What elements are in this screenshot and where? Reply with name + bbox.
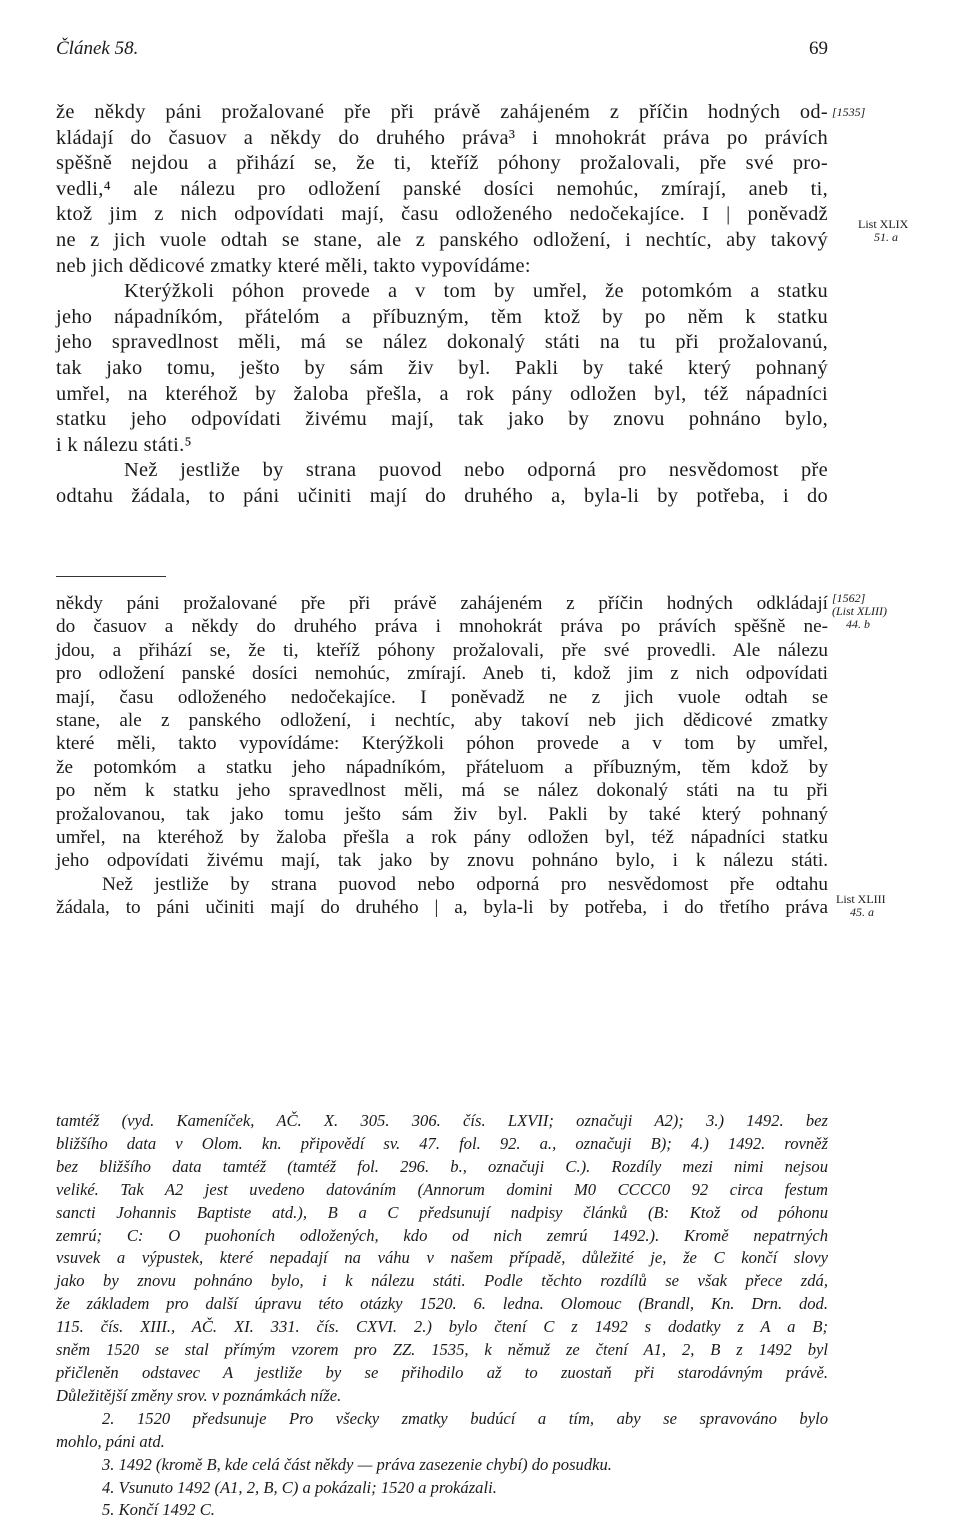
text-line: stane, ale z panského odložení, i nechtíc, aby takoví neb jich dědicové zmatky	[56, 710, 828, 732]
text-line: spěšně nejdou a přihází se, že ti, kteříž póhony prožalovali, pře své pro-	[56, 152, 828, 175]
text-line: vedli,⁴ ale nálezu pro odložení panské dosíci nemohúc, zmírají, aneb ti,	[56, 177, 828, 200]
text-line: Kterýžkoli póhon provede a v tom by umřel, že potomkóm a statku	[124, 280, 828, 303]
main-text-1535	[56, 100, 828, 510]
footnote-line: 115. čís. XIII., AČ. XI. 331. čís. CXVI. 2.) bylo čtení C z 1492 s dodatky z A a B;	[56, 1317, 828, 1337]
text-line: kládají do časuov a někdy do druhého práva³ i mnohokrát práva po právích	[56, 126, 828, 149]
footnote-line: sněm 1520 se stal přímým vzorem pro ZZ. 1535, k němuž ze čtení A1, 2, B z 1492 byl	[56, 1340, 828, 1360]
article-title: Článek 58.	[56, 38, 139, 59]
text-line: tak jako tomu, ješto by sám živ byl. Pakli by také který pohnaný	[56, 356, 828, 379]
footnote-line: vsuvek a výpustek, které nepadají na váhu v našem případě, důležité je, že C končí slovy	[56, 1248, 828, 1268]
text-line: někdy páni prožalované pře při právě zahájeném z příčin hodných odkládají	[56, 593, 828, 614]
footnote-line: jako by znovu pohnáno bylo, i k nálezu státi. Podle těchto rozdílů se však přece zdá,	[56, 1271, 828, 1291]
margin-year-1562: [1562] (List XLIII) 44. b	[832, 591, 887, 631]
main-text-1562	[56, 592, 828, 920]
text-line: ne z jich vuole odtah se stane, ale z panského odložení, i nechtíc, aby takový	[56, 228, 828, 251]
text-line: neb jich dědicové zmatky které měli, takto vypovídáme:	[56, 254, 531, 277]
text-line: Než jestliže by strana puovod nebo odporná pro nesvědomost pře	[124, 459, 828, 482]
text-line: že potomkóm a statku jeho nápadníkóm, přáteluom a příbuzným, těm kdož by	[56, 756, 828, 778]
footnote-line: sancti Johannis Baptiste atd.), B a C předsunují nadpisy článků (B: Ktož od póhonu	[56, 1202, 828, 1222]
text-line: statku jeho odpovídati živému mají, tak jako by znovu pohnáno bylo,	[56, 408, 828, 431]
text-line: žádala, to páni učiniti mají do druhého | a, byla-li by potřeba, i do třetího práva	[56, 897, 828, 919]
text-line: umřel, na kteréhož by žaloba přešla a rok pány odložen byl, též nápadníci statku	[56, 827, 828, 849]
section-divider	[56, 576, 166, 577]
text-line: jdou, a přihází se, že ti, kteříž póhony prožalovali, pře své provedli. Ale nálezu	[56, 639, 828, 661]
text-line: že někdy páni prožalované pře při právě zahájeném z příčin hodných od-	[56, 101, 828, 123]
text-line: jeho odpovídati živému mají, tak jako by znovu pohnáno bylo, i k nálezu státi.	[56, 850, 828, 872]
text-line: Než jestliže by strana puovod nebo odporná pro nesvědomost pře odtahu	[102, 873, 828, 895]
footnote-line: zemrú; C: O puohoních odložených, kdo od nich zemrú 1492.). Kromě nepatrných	[56, 1225, 828, 1245]
footnote-line: 3. 1492 (kromě B, kde celá část někdy — práva zasezenie chybí) do posudku.	[102, 1454, 612, 1474]
footnote-line: mohlo, páni atd.	[56, 1431, 165, 1451]
text-line: do časuov a někdy do druhého práva i mnohokrát práva po právích spěšně ne-	[56, 616, 828, 638]
footnotes	[56, 1110, 828, 1522]
text-line: mají, času odloženého nedočekajíce. I poněvadž ne z jich vuole odtah se	[56, 686, 828, 708]
text-line: pro odložení panské dosíci nemohúc, zmírají. Aneb ti, kdož jim z nich odpovídati	[56, 663, 828, 685]
text-line: i k nálezu státi.⁵	[56, 433, 192, 456]
text-line: odtahu žádala, to páni učiniti mají do druhého a, byla-li by potřeba, i do	[56, 484, 828, 507]
footnote-line: bližšího data v Olom. kn. připovědí sv. 47. fol. 92. a., označuji B); 4.) 1492. rovněž	[56, 1133, 828, 1153]
footnote-line: 4. Vsunuto 1492 (A1, 2, B, C) a pokázali; 1520 a prokázali.	[102, 1477, 497, 1497]
footnote-line: 5. Končí 1492 C.	[102, 1500, 215, 1520]
text-line: jeho nápadníkóm, přátelóm a příbuzným, těm ktož by po něm k statku	[56, 305, 828, 328]
page-number: 69	[809, 38, 828, 59]
text-line: které měli, takto vypovídáme: Kterýžkoli póhon provede a v tom by umřel,	[56, 733, 828, 755]
text-line: po něm k statku jeho spravedlnost měli, má se nález dokonalý státi na tu při	[56, 780, 828, 802]
text-line: umřel, na kteréhož by žaloba přešla, a rok pány odložen byl, též nápadníci	[56, 382, 828, 405]
text-line: prožalovanou, tak jako tomu ješto sám živ byl. Pakli by také který pohnaný	[56, 803, 828, 825]
margin-year-1535: [1535]	[832, 105, 866, 119]
running-head	[56, 38, 828, 64]
footnote-line: 2. 1520 předsunuje Pro všecky zmatky budúcí a tím, aby se spravováno bylo	[102, 1408, 828, 1428]
footnote-line: veliké. Tak A2 jest uvedeno datováním (Annorum domini M0 CCCC0 92 circa festum	[56, 1179, 828, 1199]
footnote-line: bez bližšího data tamtéž (tamtéž fol. 296. b., označuji C.). Rozdíly mezi nimi nejsou	[56, 1156, 828, 1176]
text-line: ktož jim z nich odpovídati mají, času odloženého nedočekajíce. I | poněvadž	[56, 203, 828, 226]
margin-folio-xlix: List XLIX 51. a	[858, 217, 909, 244]
text-line: jeho spravedlnost měli, má se nález dokonalý státi na tu při prožalovanú,	[56, 331, 828, 354]
footnote-line: Důležitější změny srov. v poznámkách níže.	[56, 1385, 342, 1405]
footnote-line: přičleněn odstavec A jestliže by se přihodilo až to zuostaň při starodávným právě.	[56, 1362, 828, 1382]
footnote-line: tamtéž (vyd. Kameníček, AČ. X. 305. 306. čís. LXVII; označuji A2); 3.) 1492. bez	[56, 1111, 828, 1130]
margin-folio-xliii: List XLIII 45. a	[836, 892, 886, 919]
footnote-line: že základem pro další úpravu této otázky 1520. 6. ledna. Olomouc (Brandl, Kn. Drn. dod.	[56, 1294, 828, 1314]
